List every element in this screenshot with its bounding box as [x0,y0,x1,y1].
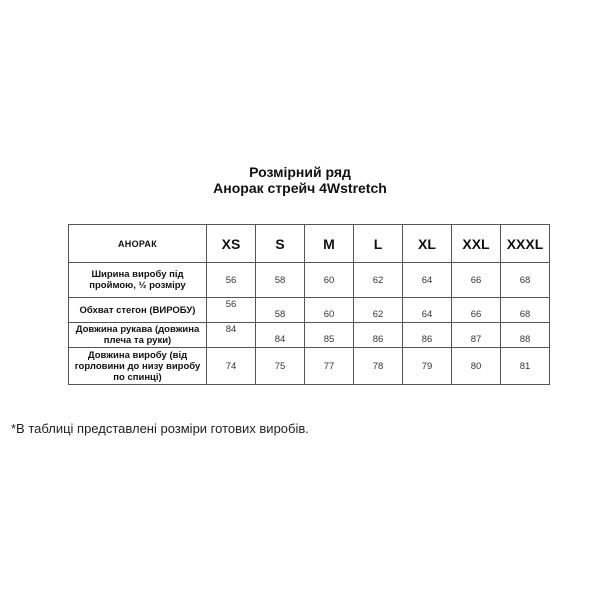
row-label: Ширина виробу під проймою, ½ розміру [69,263,207,298]
table-cell: 88 [501,323,550,348]
table-cell: 86 [354,323,403,348]
table-cell: 74 [207,348,256,385]
table-cell: 87 [452,323,501,348]
table-cell: 56 [207,263,256,298]
table-cell: 56 [207,298,256,323]
table-row [69,263,550,298]
table-cell: 58 [256,298,305,323]
size-header-xxxl: XXXL [501,225,550,263]
table-row [69,323,550,348]
table-cell: 62 [354,298,403,323]
table-cell: 80 [452,348,501,385]
table-corner-label: АНОРАК [69,225,207,263]
table-cell: 84 [256,323,305,348]
size-table [68,224,550,385]
table-row [69,298,550,323]
table-cell: 58 [256,263,305,298]
table-cell: 68 [501,263,550,298]
size-header-l: L [354,225,403,263]
footnote: *В таблиці представлені розміри готових виробів. [11,421,309,436]
table-header-row [69,225,550,263]
size-header-xs: XS [207,225,256,263]
table-cell: 86 [403,323,452,348]
table-cell: 77 [305,348,354,385]
table-cell: 60 [305,263,354,298]
size-header-m: M [305,225,354,263]
row-label: Довжина рукава (довжина плеча та руки) [69,323,207,348]
chart-title-line1: Розмірний ряд [249,164,351,180]
table-row [69,348,550,385]
table-cell: 79 [403,348,452,385]
table-cell: 62 [354,263,403,298]
row-label: Довжина виробу (від горловини до низу виробу по спинці) [69,348,207,385]
table-cell: 64 [403,298,452,323]
table-cell: 85 [305,323,354,348]
table-cell: 60 [305,298,354,323]
table-cell: 66 [452,263,501,298]
chart-title-line2: Анорак стрейч 4Wstretch [213,180,387,196]
size-header-s: S [256,225,305,263]
size-header-xxl: XXL [452,225,501,263]
row-label: Обхват стегон (ВИРОБУ) [69,298,207,323]
table-cell: 78 [354,348,403,385]
table-cell: 68 [501,298,550,323]
size-header-xl: XL [403,225,452,263]
table-cell: 64 [403,263,452,298]
table-cell: 75 [256,348,305,385]
table-cell: 81 [501,348,550,385]
table-cell: 84 [207,323,256,348]
table-cell: 66 [452,298,501,323]
